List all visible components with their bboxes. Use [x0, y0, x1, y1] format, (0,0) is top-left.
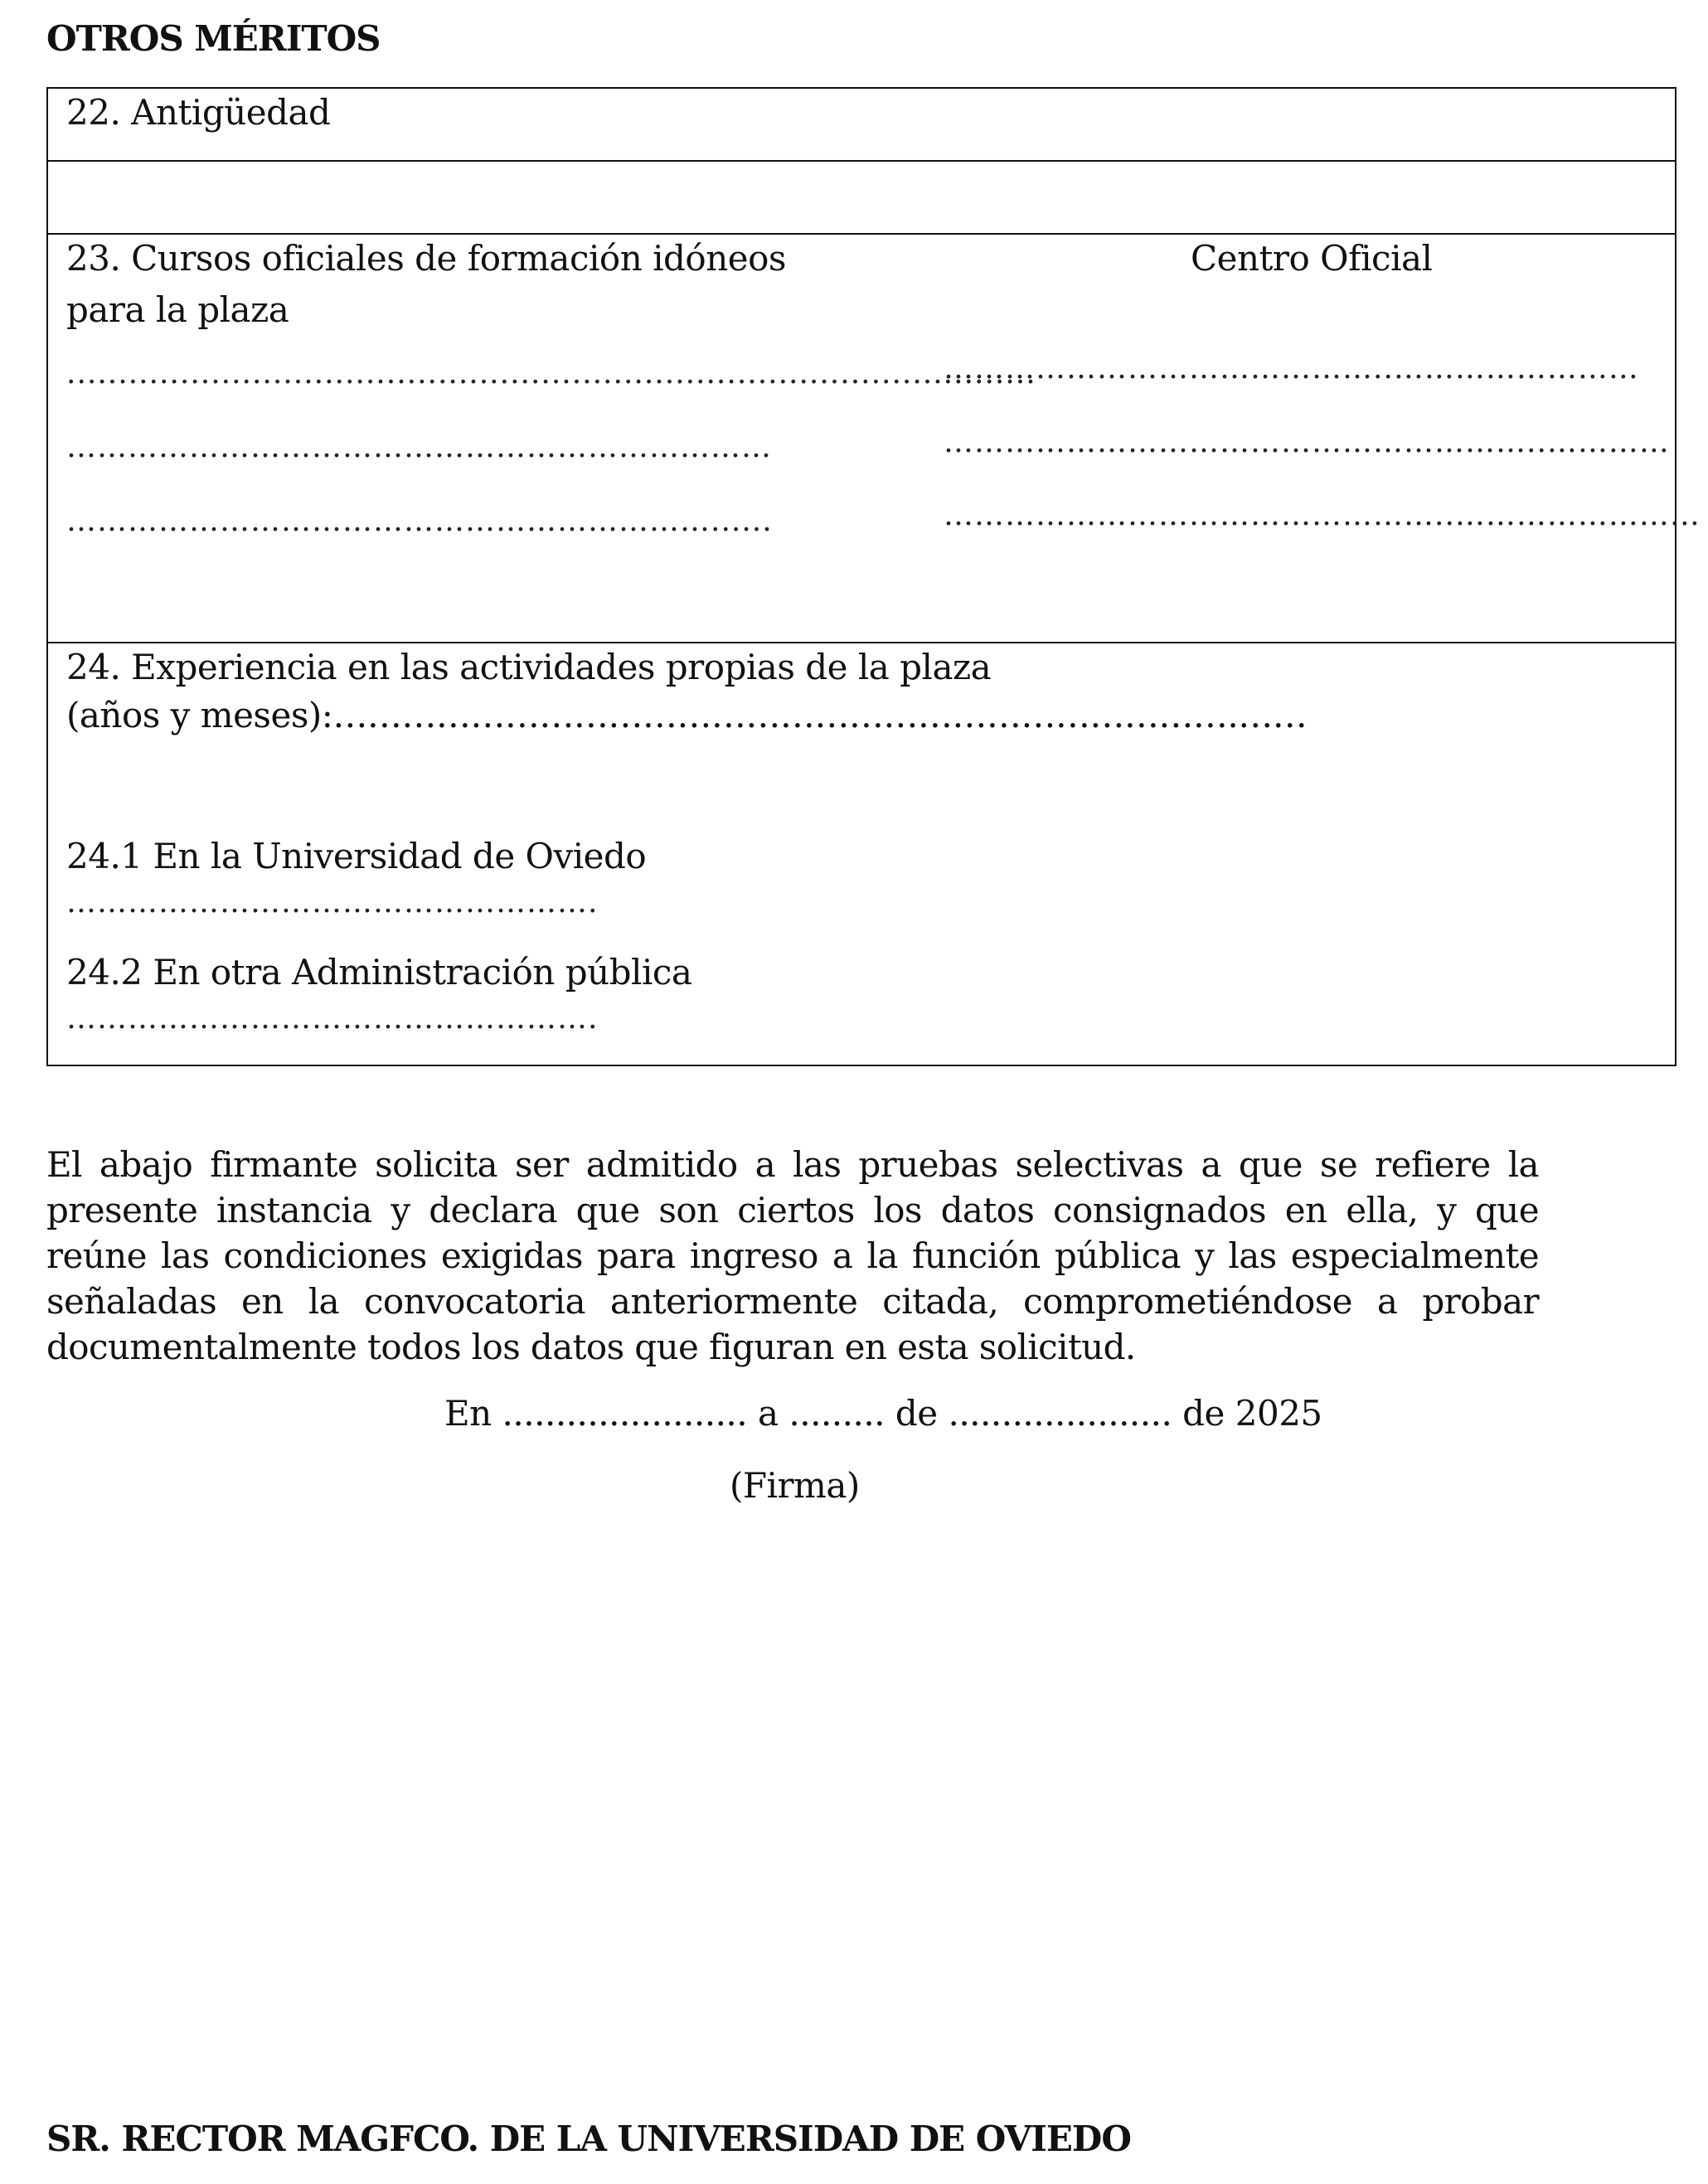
centro-oficial-header: Centro Oficial [1191, 238, 1433, 279]
item-23-label-line2: para la plaza [66, 289, 289, 330]
antiguedad-value-field[interactable] [46, 160, 1676, 235]
course-line-2[interactable]: …………………………………………………………… [66, 430, 772, 464]
item-24-label-line1: 24. Experiencia en las actividades propias de la plaza [66, 647, 992, 687]
item-22-label: 22. Antigüedad [66, 92, 331, 133]
cursos-section [46, 233, 1701, 643]
signature-label: (Firma) [730, 1465, 860, 1506]
course-line-3[interactable]: ………………………………………………………...... [66, 504, 773, 538]
item-24-2-label: 24.2 En otra Administración pública [66, 952, 692, 993]
item-24-1-dots[interactable]: ……………………………………………. [66, 886, 599, 920]
item-24-label-line2[interactable]: (años y meses):…………………………………………………………………….…… [66, 695, 1308, 735]
item-23-label-line1: 23. Cursos oficiales de formación idóneos [66, 238, 786, 279]
item-24-1-label: 24.1 En la Universidad de Oviedo [66, 836, 647, 876]
centro-line-3[interactable]: …………………………………………..…………………… [944, 498, 1701, 532]
item-24-2-dots[interactable]: ……………………………………………. [66, 1002, 599, 1036]
centro-line-2[interactable]: …………………………………………………..………… [944, 425, 1670, 459]
centro-line-1[interactable]: ……………………………………..…………………… [944, 352, 1639, 386]
antiguedad-label-cell [46, 87, 1676, 162]
section-title: OTROS MÉRITOS [46, 18, 381, 59]
date-line[interactable]: En ....................... a ......... de ..................... de 2025 [444, 1393, 1322, 1434]
experiencia-section [46, 642, 1676, 1066]
declaration-paragraph: El abajo firmante solicita ser admitido a las pruebas selectivas a que se refiere la presente instancia y declara que son ciertos los datos consignados en ella, y que reúne las condiciones exigidas para ingreso a la función pública y las especialmente señaladas en la convocatoria anteriormente citada, comprometiéndose a probar documentalmente todos los datos que figuran en esta solicitud. [46, 1144, 1539, 1367]
addressee: SR. RECTOR MAGFCO. DE LA UNIVERSIDAD DE OVIEDO [46, 2118, 1131, 2159]
course-line-1[interactable]: .............................................................................................. [66, 357, 1036, 391]
